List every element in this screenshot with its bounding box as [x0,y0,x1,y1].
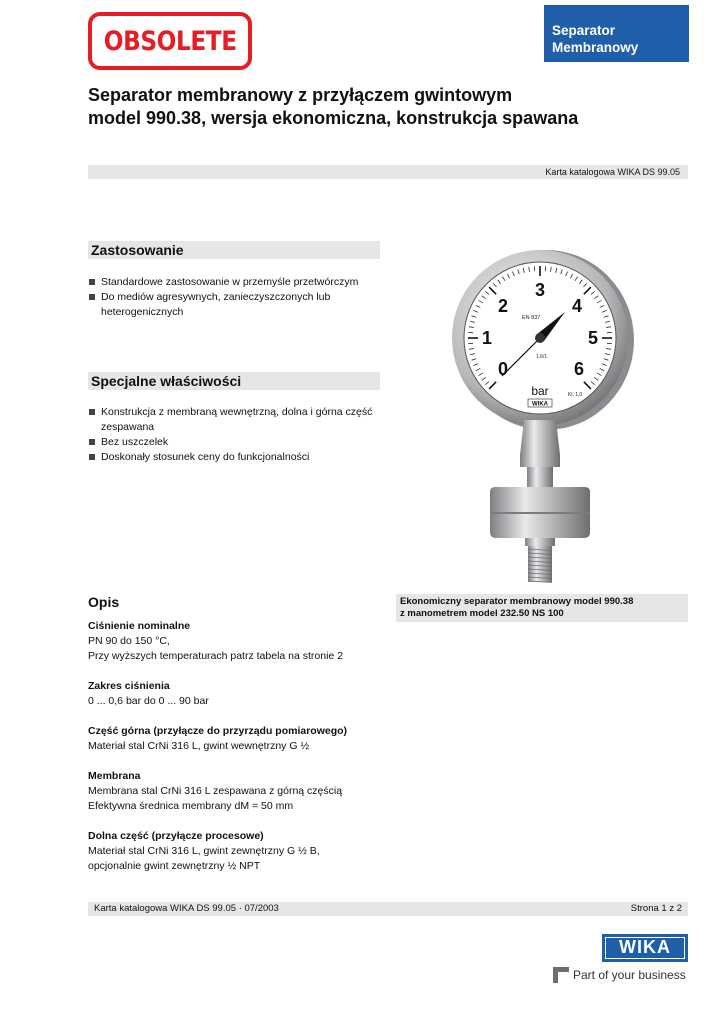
image-caption-line1: Ekonomiczny separator membranowy model 990.38 [400,596,634,607]
pressure-gauge-illustration [440,240,640,590]
gauge-class-text: Kl. 1,0 [568,392,583,398]
spec-label: Membrana [88,770,141,782]
gauge-number-3: 3 [534,280,546,300]
category-tab-line1: Separator [552,23,616,38]
spec-line: 0 ... 0,6 bar do 0 ... 90 bar [88,695,209,707]
gauge-hex-nut [520,455,560,467]
process-connection-thread [528,546,552,582]
section-heading-opis: Opis [88,594,120,610]
spec-block [88,829,388,874]
gauge-number-6: 6 [573,359,585,379]
spec-line: Membrana stal CrNi 316 L zespawana z górną częścią [88,785,343,797]
bullet-square-icon [89,294,95,300]
obsolete-stamp [88,12,252,70]
spec-line: Materiał stal CrNi 316 L, gwint zewnętrzny G ½ B, [88,845,320,857]
description-body [88,619,388,889]
spec-block [88,619,388,664]
process-connection-collar [525,538,555,546]
wika-logo [602,934,688,962]
gauge-stem [527,467,553,487]
list-item: Standardowe zastosowanie w przemyśle przetwórczym [88,275,380,290]
spec-line: PN 90 do 150 °C, [88,635,170,647]
gauge-unit-text: bar [531,384,549,398]
gauge-number-1: 1 [481,328,493,348]
diaphragm-weld-seam [490,512,590,514]
zastosowanie-list [88,275,380,320]
slogan-tile-icon [553,967,569,983]
category-tab [544,5,689,62]
category-tab-line2: Membranowy [552,40,639,55]
gauge-number-2: 2 [497,296,509,316]
footer-doc-ref: Karta katalogowa WIKA DS 99.05 · 07/2003 [94,903,279,914]
gauge-marking-text: 1,6/1 [536,354,548,360]
catalog-ref-bar: Karta katalogowa WIKA DS 99.05 [88,165,688,179]
gauge-number-5: 5 [587,328,599,348]
bullet-square-icon [89,409,95,415]
image-caption-line2: z manometrem model 232.50 NS 100 [400,608,564,619]
spec-line: Efektywna średnica membrany dM = 50 mm [88,800,294,812]
gauge-standard-text: EN 837 [522,315,541,321]
gauge-number-0: 0 [497,359,509,379]
list-item: Bez uszczelek [88,435,380,450]
section-heading-wlasciwosci: Specjalne właściwości [88,372,380,390]
bullet-square-icon [89,279,95,285]
spec-block [88,679,388,709]
gauge-brand-text: WIKA [532,401,548,408]
footer-page-number: Strona 1 z 2 [630,903,682,914]
spec-label: Dolna część (przyłącze procesowe) [88,830,264,842]
bullet-square-icon [89,439,95,445]
bullet-square-icon [89,454,95,460]
list-item: Doskonały stosunek ceny do funkcjonalności [88,450,380,465]
gauge-socket [520,420,560,455]
page-title [88,84,688,130]
spec-label: Zakres ciśnienia [88,680,170,692]
obsolete-stamp-text: OBSOLETE [103,25,237,57]
spec-line: Materiał stal CrNi 316 L, gwint wewnętrzny G ½ [88,740,310,752]
slogan-text: Part of your business [573,968,686,982]
wika-logo-text: WIKA [605,937,685,959]
spec-label: Ciśnienie nominalne [88,620,191,632]
spec-block [88,769,388,814]
page-title-line1: Separator membranowy z przyłączem gwintowym [88,85,513,105]
spec-block [88,724,388,754]
list-item: Do mediów agresywnych, zanieczyszczonych lub heterogenicznych [88,290,380,320]
wlasciwosci-list [88,405,380,465]
image-caption [396,594,688,622]
list-item: Konstrukcja z membraną wewnętrzną, dolna i górna część zespawana [88,405,380,435]
spec-label: Część górna (przyłącze do przyrządu pomiarowego) [88,725,348,737]
page-title-line2: model 990.38, wersja ekonomiczna, konstrukcja spawana [88,108,579,128]
slogan [553,965,686,985]
spec-line: opcjonalnie gwint zewnętrzny ½ NPT [88,860,261,872]
page-footer [88,902,688,916]
spec-line: Przy wyższych temperaturach patrz tabela na stronie 2 [88,650,344,662]
gauge-needle-hub [535,333,545,343]
gauge-number-4: 4 [571,296,583,316]
section-heading-zastosowanie: Zastosowanie [88,241,380,259]
